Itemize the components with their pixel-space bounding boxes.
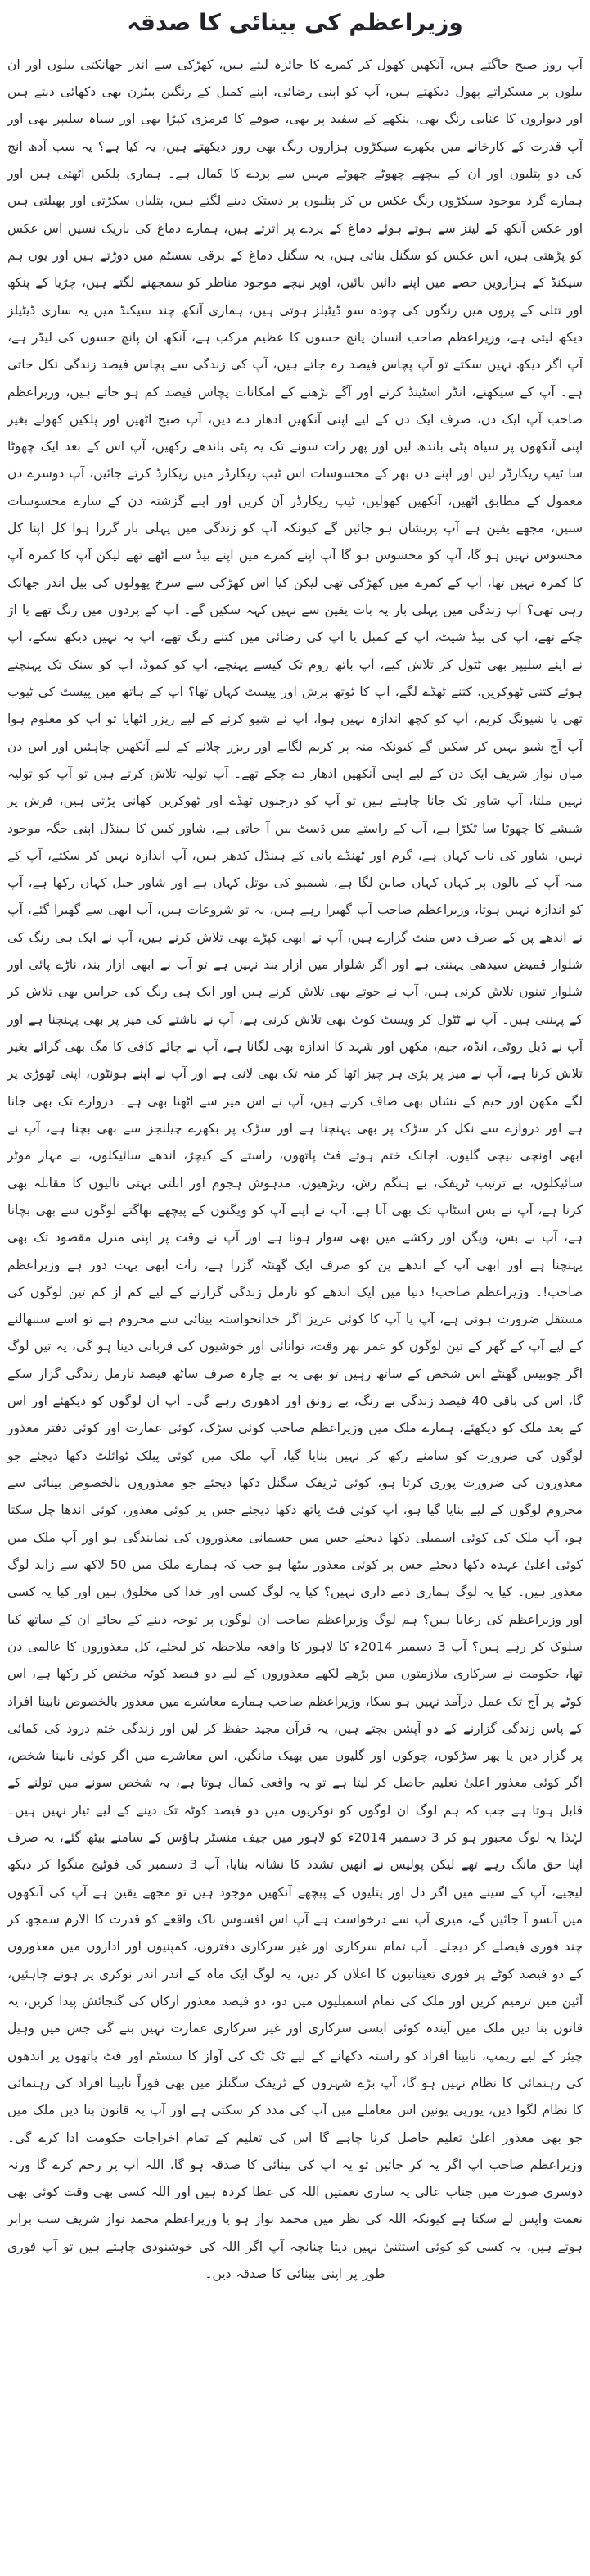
article-title: وزیراعظم کی بینائی کا صدقہ (127, 9, 463, 36)
article-body: آپ روز صبح جاگتے ہیں، آنکھیں کھول کر کمرے کا جائزہ لیتے ہیں، کھڑکی سے اندر جھانکتی بیلوں اور ان بیلوں پر مسکراتے پھول دیکھتے ہیں، آپ کو اپنی رضائی، اپنے کمبل کے رنگین پیٹرن بھی دکھائی دیتے ہیں اور دیواروں کا عنابی رنگ بھی، پنکھے کے سفید پر بھی، صوفے کا قرمزی کپڑا بھی اور سیاہ سلیپر بھی اور آپ قدرت کے کارخانے میں بکھرے سیکڑوں ہزاروں رنگ بھی روز دیکھتے ہیں، یہ کیا ہے؟ یہ سب آدھ انچ کی دو پتلیوں اور ان کے پیچھے چھوٹے چھوٹے مہین سے پردے کا کمال ہے۔ ہماری پلکیں اٹھتی ہیں اور ہمارے گرد موجود سیکڑوں رنگ عکس بن کر پتلیوں پر دستک دینے لگتے ہیں، پتلیاں سکڑتی اور پھیلتی ہیں اور عکس آنکھ کے لینز سے ہوتے ہوئے دماغ کے پردے پر اترتے ہیں، ہمارے دماغ کی باریک نسیں اس عکس کو پڑھتی ہیں، اس عکس کو سگنل بناتی ہیں، یہ سگنل دماغ کے برقی سسٹم میں دوڑتے ہیں اور یوں ہم سیکنڈ کے ہزارویں حصے میں اپنے دائیں بائیں، اوپر نیچے موجود مناظر کو سمجھنے لگتے ہیں، چڑیا کے پنکھ اور تتلی کے پروں میں رنگوں کی چودہ سو ڈیٹیلز ہوتی ہیں، ہماری آنکھ چند سیکنڈ میں یہ ساری ڈیٹیلز دیکھ لیتی ہے، وزیراعظم صاحب انسان پانچ حسوں کا عظیم مرکب ہے، آنکھ ان پانچ حسوں کی لیڈر ہے، آپ اگر دیکھ نہیں سکتے تو آپ پچاس فیصد رہ جاتے ہیں، آپ کی زندگی سے پچاس فیصد زندگی نکل جاتی ہے۔ آپ کے سیکھنے، انڈر اسٹینڈ کرنے اور آگے بڑھنے کے امکانات پچاس فیصد کم ہو جاتے ہیں، وزیراعظم صاحب آپ ایک دن، صرف ایک دن کے لیے اپنی آنکھیں ادھار دے دیں، آپ صبح اٹھیں اور پلکیں کھولے بغیر اپنی آنکھوں پر سیاہ پٹی باندھ لیں اور پھر رات سونے تک یہ پٹی باندھے رکھیں، آپ اس کے بعد ایک چھوٹا سا ٹیپ ریکارڈر لیں اور اپنے دن بھر کے محسوسات اس ٹیپ ریکارڈر میں ریکارڈ کرتے جائیں، آپ دوسرے دن معمول کے مطابق اٹھیں، آنکھیں کھولیں، ٹیپ ریکارڈر آن کریں اور اپنے گزشتہ دن کے سارے محسوسات سنیں، مجھے یقین ہے آپ پریشان ہو جائیں گے کیونکہ آپ کو زندگی میں پہلی بار گزرا ہوا کل اپنا کل محسوس نہیں ہو گا، آپ کو محسوس ہو گا آپ اپنے کمرے میں اپنے بیڈ سے اٹھے تھے لیکن آپ کا کمرہ آپ کا کمرہ نہیں تھا، آپ کے کمرے میں کھڑکی تھی لیکن کیا اس کھڑکی سے سرخ پھولوں کی بیل اندر جھانک رہی تھی؟ آپ زندگی میں پہلی بار یہ بات یقین سے نہیں کہہ سکیں گے۔ آپ کے پردوں میں رنگ تھے یا اڑ چکے تھے، آپ کی بیڈ شیٹ، آپ کے کمبل یا آپ کی رضائی میں کتنے رنگ تھے، آپ یہ نہیں دیکھ سکے، آپ نے اپنے سلیپر بھی ٹٹول کر تلاش کیے، آپ باتھ روم تک کیسے پہنچے، آپ کو کموڈ، آپ کو سنک تک پہنچتے ہوئے کتنی ٹھوکریں، کتنے ٹھڈے لگے، آپ کا ٹوتھ برش اور پیسٹ کہاں تھا؟ آپ کے ہاتھ میں پیسٹ کی ٹیوب تھی یا شیونگ کریم، آپ کو کچھ اندازہ نہیں ہوا، آپ نے شیو کرنے کے لیے ریزر اٹھایا تو آپ کو معلوم ہوا آپ آج شیو نہیں کر سکیں گے کیونکہ منہ پر کریم لگانے اور ریزر چلانے کے لیے آنکھیں چاہئیں اور اس دن میاں نواز شریف ایک دن کے لیے اپنی آنکھیں ادھار دے چکے تھے۔ آپ تولیہ تلاش کرتے ہیں تو آپ کو تولیہ نہیں ملتا، آپ شاور تک جانا چاہتے ہیں تو آپ کو درجنوں ٹھڈے اور ٹھوکریں کھانی پڑتی ہیں، فرش پر شیشے کا چھوٹا سا ٹکڑا ہے، آپ کے راستے میں ڈسٹ بین آ جاتی ہے، شاور کیبن کا ہینڈل اپنی جگہ موجود نہیں، شاور کی ناب کہاں ہے، گرم اور ٹھنڈے پانی کے ہینڈل کدھر ہیں، آپ اندازہ نہیں کر سکتے، آپ کے منہ آپ کے بالوں پر کہاں کہاں صابن لگا ہے، شیمپو کی بوتل کہاں ہے اور شاور جیل کہاں رکھا ہے، آپ کو اندازہ نہیں ہوتا، وزیراعظم صاحب آپ گھبرا رہے ہیں، یہ تو شروعات ہیں، آپ ابھی سے گھبرا گئے، آپ نے اندھے پن کے صرف دس منٹ گزارے ہیں، آپ نے ابھی کپڑے بھی تلاش کرنے ہیں، آپ نے ایک ہی رنگ کی شلوار قمیض سیدھی پہننی ہے اور اگر شلوار میں ازار بند نہیں ہے تو آپ نے ابھی ازار بند، ناڑے پائی اور شلوار تینوں تلاش کرنی ہیں، آپ نے جوتے بھی تلاش کرنے ہیں اور ایک ہی رنگ کی جرابیں بھی تلاش کر کے پہننی ہیں۔ آپ نے ٹٹول کر ویسٹ کوٹ بھی تلاش کرنی ہے، آپ نے ناشتے کی میز پر بھی پہنچنا ہے اور آپ نے ڈبل روٹی، انڈہ، جیم، مکھن اور شہد کا اندازہ بھی لگانا ہے، آپ نے چائے کافی کا مگ بھی گرائے بغیر تلاش کرنا ہے، آپ نے میز پر پڑی ہر چیز اٹھا کر منہ تک بھی لانی ہے اور آپ نے اپنے ہونٹوں، اپنی ٹھوڑی پر لگے مکھن اور جیم کے نشان بھی صاف کرنے ہیں، آپ نے اس میز سے اٹھنا بھی ہے۔ دروازے تک بھی جانا ہے اور دروازے سے نکل کر سڑک پر بھی پہنچنا ہے اور سڑک پر بکھرے چیلنجز سے بھی بچنا ہے، آپ نے ابھی اونچی نیچی گلیوں، اچانک ختم ہوتے فٹ پاتھوں، راستے کے کیچڑ، اندھے سائیکلوں، بے مہار موٹر سائیکلوں، بے ترتیب ٹریفک، بے ہنگم رش، ریڑھیوں، مدہوش ہجوم اور ابلتی بہتی نالیوں کا مقابلہ بھی کرنا ہے، آپ نے بس اسٹاپ تک بھی آنا ہے، آپ نے اپنے آپ کو ویگنوں کے پیچھے بھاگتے لوگوں سے بھی بچانا ہے، آپ نے بس، ویگن اور رکشے میں بھی سوار ہونا ہے اور آپ نے وقت پر اپنی منزل مقصود تک بھی پہنچنا ہے اور ابھی آپ کے اندھے پن کو صرف ایک گھنٹہ گزرا ہے، رات ابھی بہت دور ہے وزیراعظم صاحب!۔ وزیراعظم صاحب! دنیا میں ایک اندھے کو نارمل زندگی گزارنے کے لیے کم از کم تین لوگوں کی مستقل ضرورت ہوتی ہے، آپ یا آپ کا کوئی عزیز اگر خدانخواستہ بینائی سے محروم ہے تو اسے سنبھالنے کے لیے آپ کے گھر کے تین لوگوں کو عمر بھر وقت، توانائی اور خوشیوں کی قربانی دینا ہو گی، یہ تین لوگ اگر چوبیس گھنٹے اس شخص کے ساتھ رہیں تو بھی یہ بے چارہ صرف ساٹھ فیصد نارمل زندگی گزار سکے گا، اس کی باقی 40 فیصد زندگی بے رنگ، بے رونق اور ادھوری رہے گی۔ آپ ان لوگوں کو دیکھئے اور اس کے بعد ملک کو دیکھئے، ہمارے ملک میں وزیراعظم صاحب کوئی سڑک، کوئی عمارت اور کوئی دفتر معذور لوگوں کی ضرورت کو سامنے رکھ کر نہیں بنایا گیا، آپ ملک میں کوئی پبلک ٹوائلٹ دکھا دیجئے جو معذوروں کی ضرورت پوری کرتا ہو، کوئی ٹریفک سگنل دکھا دیجئے جو معذوروں بالخصوص بینائی سے محروم لوگوں کے لیے بنایا گیا ہو، آپ کوئی فٹ پاتھ دکھا دیجئے جس پر کوئی معذور، کوئی اندھا چل سکتا ہو، آپ ملک کی کوئی اسمبلی دکھا دیجئے جس میں جسمانی معذوروں کی نمایندگی ہو اور آپ ملک میں کوئی اعلیٰ عہدہ دکھا دیجئے جس پر کوئی معذور بیٹھا ہو جب کہ ہمارے ملک میں 50 لاکھ سے زاید لوگ معذور ہیں۔ کیا یہ لوگ ہماری ذمے داری نہیں؟ کیا یہ لوگ کسی اور خدا کی مخلوق ہیں اور کیا یہ کسی اور وزیراعظم کی رعایا ہیں؟ ہم لوگ وزیراعظم صاحب ان لوگوں پر توجہ دینے کے بجائے ان کے ساتھ کیا سلوک کر رہے ہیں؟ آپ 3 دسمبر 2014ء کا لاہور کا واقعہ ملاحظہ کر لیجئے، کل معذوروں کا عالمی دن تھا، حکومت نے سرکاری ملازمتوں میں پڑھے لکھے معذوروں کے لیے دو فیصد کوٹہ مختص کر رکھا ہے، اس کوٹے پر آج تک عمل درآمد نہیں ہو سکا، وزیراعظم صاحب ہمارے معاشرے میں معذور بالخصوص نابینا افراد کے پاس زندگی گزارنے کے دو آپشن بچتے ہیں، یہ قرآن مجید حفظ کر لیں اور زندگی ختم درود کی کمائی پر گزار دیں یا پھر سڑکوں، چوکوں اور گلیوں میں بھیک مانگیں، اس معاشرے میں اگر کوئی نابینا شخص، اگر کوئی معذور اعلیٰ تعلیم حاصل کر لیتا ہے تو یہ واقعی کمال ہوتا ہے، یہ شخص سونے میں تولنے کے قابل ہوتا ہے جب کہ ہم لوگ ان لوگوں کو نوکریوں میں دو فیصد کوٹہ تک دینے کے لیے تیار نہیں ہیں۔ لہٰذا یہ لوگ مجبور ہو کر 3 دسمبر 2014ء کو لاہور میں چیف منسٹر ہاؤس کے سامنے بیٹھ گئے، یہ صرف اپنا حق مانگ رہے تھے لیکن پولیس نے انھیں تشدد کا نشانہ بنایا، آپ 3 دسمبر کی فوٹیج منگوا کر دیکھ لیجیے، آپ کے سینے میں اگر دل اور پتلیوں کے پیچھے آنکھیں موجود ہیں تو مجھے یقین ہے آپ کی آنکھوں میں آنسو آ جائیں گے، میری آپ سے درخواست ہے آپ اس افسوس ناک واقعے کو قدرت کا الارم سمجھ کر چند فوری فیصلے کر دیجئے۔ آپ تمام سرکاری اور غیر سرکاری دفتروں، کمپنیوں اور اداروں میں معذوروں کے دو فیصد کوٹے پر فوری تعیناتیوں کا اعلان کر دیں، یہ لوگ ایک ماہ کے اندر اندر نوکری پر ہونے چاہئیں، آئین میں ترمیم کریں اور ملک کی تمام اسمبلیوں میں دو، دو فیصد معذور ارکان کی گنجائش پیدا کریں، یہ قانون بنا دیں ملک میں آیندہ کوئی ایسی سرکاری اور غیر سرکاری عمارت نہیں بنے گی جس میں وہیل چیئر کے لیے ریمپ، نابینا افراد کو راستہ دکھانے کے لیے ٹک ٹک کی آواز کا سسٹم اور فٹ پاتھوں پر اندھوں کی رہنمائی کا نظام نہیں ہو گا، آپ بڑے شہروں کے ٹریفک سگنلز میں بھی فوراً نابینا افراد کی رہنمائی کا نظام لگوا دیں، یورپی یونین اس معاملے میں آپ کی مدد کر سکتی ہے اور آپ یہ قانون بنا دیں ملک میں جو بھی معذور اعلیٰ تعلیم حاصل کرنا چاہے گا اس کی تعلیم کے تمام اخراجات حکومت ادا کرے گی۔ وزیراعظم صاحب آپ اگر یہ کر جائیں تو یہ آپ کی بینائی کا صدقہ ہو گا، اللہ آپ پر رحم کرے گا ورنہ دوسری صورت میں جناب عالی یہ ساری نعمتیں اللہ کی عطا کردہ ہیں اور اللہ کسی بھی وقت کوئی بھی نعمت واپس لے سکتا ہے کیونکہ اللہ کی نظر میں محمد نواز ہو یا وزیراعظم محمد نواز شریف سب برابر ہوتے ہیں، یہ کسی کو کوئی استثنیٰ نہیں دیتا چنانچہ آپ اگر اللہ کی خوشنودی چاہتے ہیں تو آپ فوری طور پر اپنی بینائی کا صدقہ دیں۔ (7, 56, 583, 2282)
